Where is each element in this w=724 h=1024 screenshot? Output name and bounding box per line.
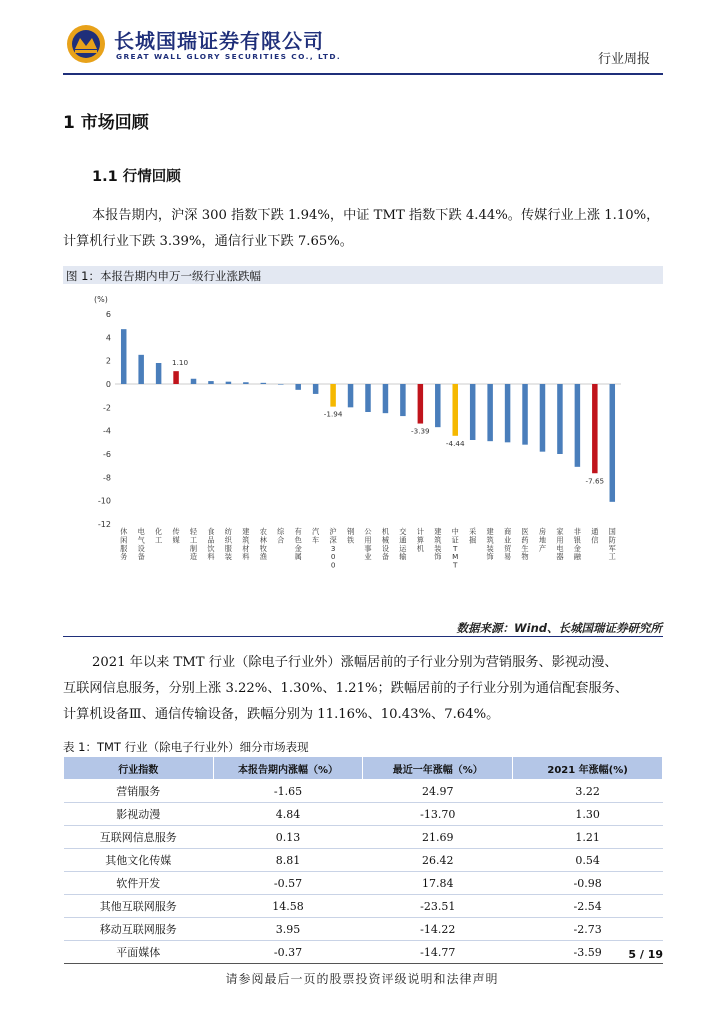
table-row (64, 941, 663, 964)
cell-ytd: -0.98 (513, 872, 663, 895)
category-label: 国防军工 (608, 527, 616, 562)
paragraph-2-line-1: 2021 年以来 TMT 行业（除电子行业外）涨幅居前的子行业分别为营销服务、影视动漫、 (92, 655, 618, 670)
category-label: 有色金属 (294, 527, 302, 562)
cell-ytd: -2.54 (513, 895, 663, 918)
bar (418, 384, 424, 424)
page-number: 5 / 19 (628, 948, 663, 961)
bar (505, 384, 511, 442)
bar (226, 382, 232, 384)
cell-industry: 平面媒体 (64, 941, 214, 964)
col-header-1y-return: 最近一年涨幅（%） (363, 757, 513, 780)
category-label: 食品饮料 (207, 527, 215, 562)
category-label: 农林牧渔 (259, 527, 267, 562)
table-title: 表 1：TMT 行业（除电子行业外）细分市场表现 (63, 740, 309, 754)
table-row (64, 895, 663, 918)
bar (575, 384, 581, 467)
cell-1y: -13.70 (363, 803, 513, 826)
category-label: 机械设备 (381, 527, 390, 562)
table-header-row (64, 757, 663, 780)
bar (121, 329, 127, 384)
category-label: 沪深 3 0 0 (329, 527, 337, 570)
bar (365, 384, 371, 412)
cell-1y: -23.51 (363, 895, 513, 918)
data-label: -4.44 (445, 438, 465, 448)
cell-1y: -14.77 (363, 941, 513, 964)
subsection-heading: 1.1 行情回顾 (92, 169, 181, 185)
category-label: 汽车 (312, 527, 320, 545)
data-label: -7.65 (585, 476, 605, 486)
bar (295, 384, 301, 390)
cell-period: -0.57 (213, 872, 363, 895)
category-label: 化工 (155, 527, 163, 545)
y-tick-label: 4 (105, 333, 111, 343)
cell-industry: 移动互联网服务 (64, 918, 214, 941)
bar (173, 371, 179, 384)
y-tick-label: 0 (105, 380, 111, 389)
bar (138, 355, 144, 384)
y-tick-label: -12 (97, 520, 111, 529)
y-tick-label: -8 (103, 473, 111, 483)
bar (522, 384, 528, 445)
paragraph-1-line-2: 计算机行业下跌 3.39%，通信行业下跌 7.65%。 (63, 234, 353, 249)
bar (383, 384, 389, 413)
header-divider (63, 73, 663, 75)
table-row (64, 918, 663, 941)
category-label: 非银金融 (573, 527, 581, 562)
category-label: 传媒 (172, 527, 180, 545)
bar (435, 384, 441, 427)
company-name-en: GREAT WALL GLORY SECURITIES CO., LTD. (116, 52, 342, 61)
category-label: 房地产 (538, 527, 547, 553)
bar (208, 381, 214, 384)
category-label: 纺织服装 (224, 527, 233, 562)
bar (261, 383, 267, 384)
data-label: 1.10 (172, 358, 189, 368)
bar (470, 384, 476, 440)
company-logo (66, 24, 106, 64)
category-label: 建筑材料 (242, 527, 250, 562)
paragraph-2-line-2: 互联网信息服务，分别上涨 3.22%、1.30%、1.21%；跌幅居前的子行业分别为通信配套服务、 (63, 681, 629, 696)
category-label: 交通运输 (399, 527, 407, 562)
category-label: 中证 T M T (451, 527, 459, 570)
cell-1y: -14.22 (363, 918, 513, 941)
category-label: 公用事业 (364, 527, 372, 562)
y-tick-label: -6 (103, 450, 111, 459)
cell-ytd: 1.21 (513, 826, 663, 849)
figure-source: 数据来源：Wind、长城国瑞证券研究所 (456, 621, 662, 635)
col-header-ytd-return: 2021 年涨幅(%) (513, 757, 663, 780)
disclaimer-note: 请参阅最后一页的股票投资评级说明和法律声明 (225, 972, 499, 986)
category-label: 建筑装饰 (486, 527, 494, 562)
category-label: 计算机 (416, 527, 424, 553)
bar (487, 384, 493, 441)
cell-industry: 软件开发 (64, 872, 214, 895)
cell-1y: 17.84 (363, 872, 513, 895)
cell-ytd: 1.30 (513, 803, 663, 826)
y-tick-label: -2 (103, 403, 111, 413)
y-tick-label: -10 (97, 496, 111, 506)
category-label: 医药生物 (521, 527, 529, 562)
paragraph-2-line-3: 计算机设备Ⅲ、通信传输设备，跌幅分别为 11.16%、10.43%、7.64%。 (63, 707, 500, 722)
cell-industry: 影视动漫 (64, 803, 214, 826)
bar (330, 384, 336, 407)
table-row (64, 849, 663, 872)
cell-ytd: -2.73 (513, 918, 663, 941)
category-label: 家用电器 (556, 527, 564, 562)
cell-1y: 26.42 (363, 849, 513, 872)
table-row (64, 826, 663, 849)
cell-period: 4.84 (213, 803, 363, 826)
bar (191, 379, 197, 384)
cell-industry: 其他互联网服务 (64, 895, 214, 918)
cell-industry: 营销服务 (64, 780, 214, 803)
cell-1y: 24.97 (363, 780, 513, 803)
category-label: 休闲服务 (120, 527, 128, 562)
bar (400, 384, 406, 416)
bar (278, 384, 284, 385)
figure-title: 图 1：本报告期内申万一级行业涨跌幅 (66, 269, 261, 283)
cell-industry: 互联网信息服务 (64, 826, 214, 849)
section-heading: 1 市场回顾 (63, 113, 149, 133)
bar (540, 384, 546, 452)
bar (592, 384, 598, 473)
category-label: 商业贸易 (503, 527, 512, 562)
cell-industry: 其他文化传媒 (64, 849, 214, 872)
report-type-label: 行业周报 (598, 52, 651, 67)
company-name-cn: 长城国瑞证券有限公司 (114, 29, 324, 53)
bar (557, 384, 563, 454)
data-label: -1.94 (323, 409, 343, 419)
y-tick-label: 6 (105, 310, 111, 319)
cell-ytd: -3.59 (513, 941, 663, 964)
category-label: 轻工制造 (189, 527, 198, 562)
col-header-industry: 行业指数 (64, 757, 214, 780)
paragraph-1-line-1: 本报告期内，沪深 300 指数下跌 1.94%，中证 TMT 指数下跌 4.44%。传媒行业上涨 1.10%， (92, 208, 660, 223)
category-label: 电气设备 (137, 527, 145, 562)
col-header-period-return: 本报告期内涨幅（%） (213, 757, 363, 780)
y-tick-label: -4 (103, 426, 111, 436)
category-label: 建筑装饰 (434, 527, 442, 562)
bar (156, 363, 162, 384)
bar (452, 384, 458, 436)
tmt-subindustry-table (63, 756, 663, 964)
cell-ytd: 0.54 (513, 849, 663, 872)
bar (348, 384, 354, 407)
cell-period: 3.95 (213, 918, 363, 941)
cell-ytd: 3.22 (513, 780, 663, 803)
cell-period: 14.58 (213, 895, 363, 918)
figure-divider (63, 636, 663, 637)
y-tick-label: 2 (105, 356, 111, 366)
bar (610, 384, 616, 502)
category-label: 采掘 (469, 527, 477, 545)
bar (313, 384, 319, 394)
cell-1y: 21.69 (363, 826, 513, 849)
category-label: 通信 (591, 527, 599, 545)
data-label: -3.39 (411, 426, 430, 436)
category-label: 综合 (277, 527, 285, 545)
cell-period: -1.65 (213, 780, 363, 803)
category-label: 钢铁 (346, 527, 355, 545)
table-row (64, 780, 663, 803)
table-row (64, 803, 663, 826)
y-axis-unit: (%) (94, 295, 108, 304)
cell-period: 8.81 (213, 849, 363, 872)
industry-returns-chart (63, 286, 663, 616)
cell-period: -0.37 (213, 941, 363, 964)
table-row (64, 872, 663, 895)
cell-period: 0.13 (213, 826, 363, 849)
bar (243, 382, 249, 384)
